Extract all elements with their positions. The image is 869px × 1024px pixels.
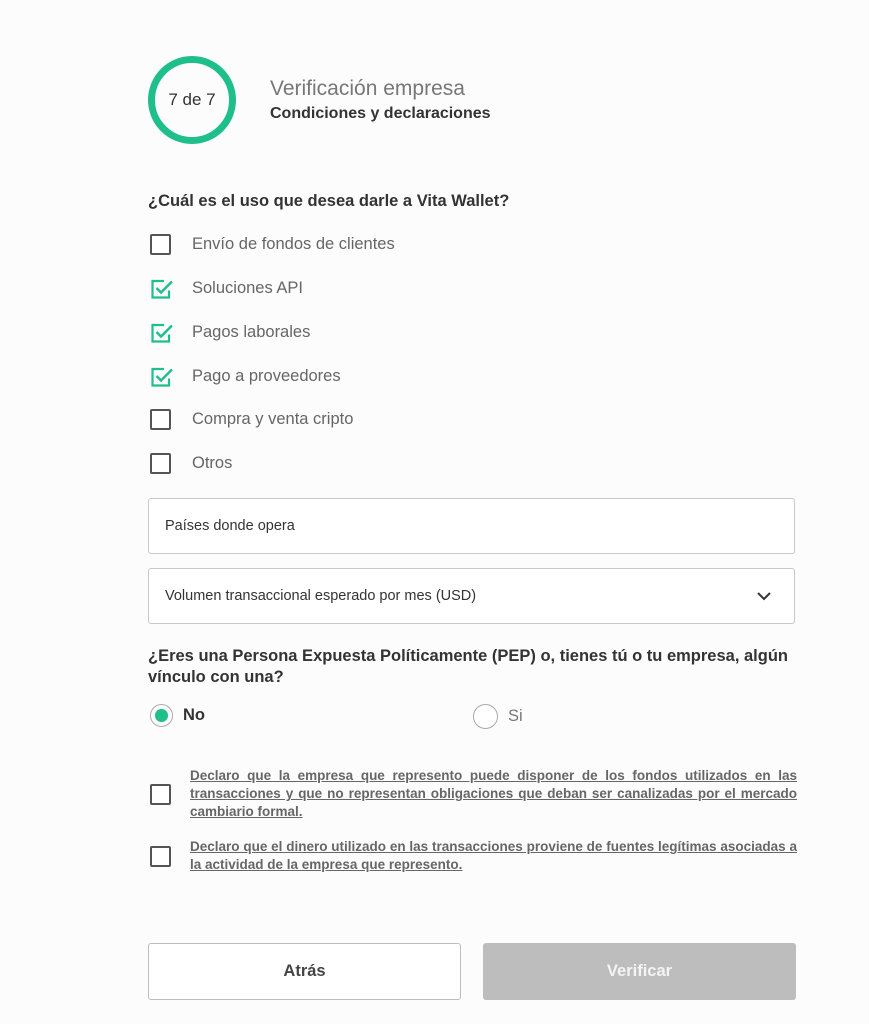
option-label: Envío de fondos de clientes	[192, 234, 395, 253]
pep-radio-si[interactable]	[473, 704, 523, 729]
option-label: Soluciones API	[192, 278, 303, 297]
page-title: Verificación empresa	[270, 77, 465, 100]
step-counter: 7 de 7	[168, 90, 216, 109]
radio-unselected-icon[interactable]	[473, 704, 498, 729]
volume-placeholder: Volumen transaccional esperado por mes (USD)	[165, 588, 477, 604]
option-label: Pago a proveedores	[192, 366, 341, 385]
page-header	[270, 76, 491, 125]
radio-label-no: No	[183, 706, 205, 724]
checked-checkbox-icon[interactable]	[150, 366, 171, 387]
checkbox-icon[interactable]	[150, 234, 171, 255]
countries-input[interactable]	[148, 498, 795, 554]
page-subtitle: Condiciones y declaraciones	[270, 105, 491, 122]
option-otros[interactable]	[150, 451, 232, 475]
option-soluciones-api[interactable]	[150, 276, 303, 300]
countries-placeholder: Países donde opera	[165, 518, 295, 534]
verify-button[interactable]: Verificar	[483, 943, 796, 1000]
declaration-funds[interactable]	[150, 767, 800, 821]
radio-selected-icon[interactable]	[150, 704, 173, 727]
option-pago-proveedores[interactable]	[150, 364, 341, 388]
option-pagos-laborales[interactable]	[150, 320, 310, 344]
checked-checkbox-icon[interactable]	[150, 278, 171, 299]
checked-checkbox-icon[interactable]	[150, 322, 171, 343]
back-button[interactable]: Atrás	[148, 943, 461, 1000]
chevron-down-icon	[756, 589, 772, 607]
declaration-legitimate-sources[interactable]	[150, 838, 800, 874]
option-label: Pagos laborales	[192, 322, 311, 341]
checkbox-icon[interactable]	[150, 453, 171, 474]
pep-question: ¿Eres una Persona Expuesta Políticamente (PEP) o, tienes tú o tu empresa, algún vínculo con una?	[148, 647, 789, 686]
declaration-funds-text[interactable]: Declaro que la empresa que represento puede disponer de los fondos utilizados en las transacciones y que no representan obligaciones que deban ser canalizadas por el mercado cambiario formal.	[190, 768, 797, 819]
declaration-sources-text[interactable]: Declaro que el dinero utilizado en las transacciones proviene de fuentes legítimas asociadas a la actividad de la empresa que represento.	[190, 839, 797, 872]
radio-label-si: Si	[508, 707, 523, 725]
option-label: Otros	[192, 453, 233, 472]
checkbox-icon[interactable]	[150, 409, 171, 430]
pep-radio-no[interactable]	[150, 704, 205, 727]
usage-question: ¿Cuál es el uso que desea darle a Vita Wallet?	[148, 192, 510, 210]
volume-select[interactable]	[148, 568, 795, 624]
option-label: Compra y venta cripto	[192, 409, 354, 428]
checkbox-icon[interactable]	[150, 784, 171, 805]
pep-radio-group	[150, 704, 550, 730]
step-progress-ring	[148, 56, 236, 144]
option-compra-venta-cripto[interactable]	[150, 407, 353, 431]
checkbox-icon[interactable]	[150, 846, 171, 867]
option-envio-fondos[interactable]	[150, 232, 395, 256]
